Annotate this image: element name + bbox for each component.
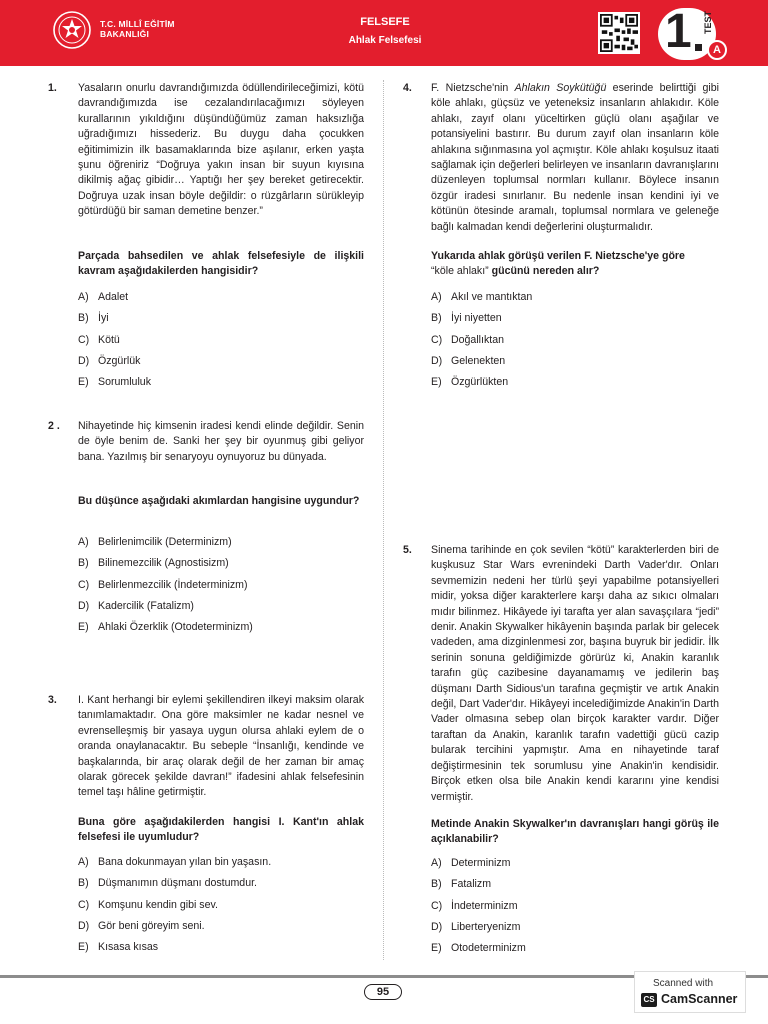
option-d[interactable] <box>78 354 151 375</box>
page-number: 95 <box>364 984 402 1000</box>
camscanner-logo-icon: CS <box>641 993 657 1007</box>
option-letter: A) <box>431 291 442 303</box>
option-list <box>431 856 526 962</box>
option-text: Kötü <box>98 333 120 346</box>
option-b[interactable] <box>78 876 271 897</box>
option-letter: A) <box>78 536 89 548</box>
question-text: I. Kant herhangi bir eylemi şekillendiren ilkeyi maksim olarak tanımlamaktadır. Ona göre maksimler ne kadar nesnel ve evrenselleşmiş bir yasaya uygun olursa ahlaki eylem de o oranda onaylanacaktır. Bu sebeple “İnsanlığı, kendinde ve başkalarında, bir araç olarak değil de her zaman bir amaç olarak görecek şekilde davran!” ifadesini ahlak felsefesinin temel taşı hâline getirmiştir. <box>78 694 364 799</box>
subject-title: FELSEFE <box>360 16 410 28</box>
option-text: Kadercilik (Fatalizm) <box>98 599 194 612</box>
option-b[interactable] <box>78 311 151 332</box>
qr-code-icon[interactable] <box>598 12 640 54</box>
option-e[interactable] <box>431 941 526 962</box>
option-b[interactable] <box>431 877 526 898</box>
option-letter: B) <box>431 878 442 891</box>
question-text-rest: eserinde belirttiği gibi köle ahlakı, güçsüz ve yeteneksiz insanların ahlakıdır. Köle ahlakı, zayıf olanı yüceltirken güçlü olanı aşağılar ve potansiyelini bastırır. Bu durum zayıf olan insanların köle ahlakına sığınmasına yol açmıştır. Köle ahlakı koşulsuz itaati sağlamak için değerleri belirleyen ve insanların davranışlarını düzenleyen toplumsal normları kullanır. Böylece insanın özgür iradesi sınırlanır. Bu nedenle insan kendini iyi ve kötünün ötesinde aramalı, toplumsal normlara ve geleneğe bağlı kalmadan kendi değerlerini oluşturmalıdır. <box>431 82 719 233</box>
question-3 <box>48 693 364 963</box>
option-a[interactable] <box>431 856 526 877</box>
option-text: Kısasa kısas <box>98 941 159 954</box>
option-text: Sorumluluk <box>98 376 151 389</box>
option-e[interactable] <box>78 940 271 961</box>
question-number: 3. <box>48 694 57 706</box>
question-stem <box>431 249 719 280</box>
booklet-letter: A <box>707 40 727 60</box>
ministry-emblem-icon <box>52 10 92 50</box>
option-letter: C) <box>431 899 443 912</box>
option-text: İyi <box>98 312 109 325</box>
ministry-line-1: T.C. MİLLÎ EĞİTİM <box>100 19 175 29</box>
question-text: Sinema tarihinde en çok sevilen “kötü” karakterlerden biri de kuşkusuz Star Wars evrenindeki Darth Vader'dır. Onları sevmemizin nedeni her türlü şeyi yapabilme potansiyelleri midir, yoksa diğer karakterlere karşı daha az sıkıcı olmaları mıdır bilinmez. Hikâyede iyi tarafta yer alan savaşçılara “jedi” denir. Anakin Skywalker hikâyenin başında parlak bir gelecek vadeden, ama dizginlenmesi zor, başına buyruk bir jedidir. İlk serinin sonuna geldiğimizde görürüz ki, Anakin karanlık tarafın güç cazibesine dayanamamış ve jedilerin baş düşmanı Darth Sidious'un tarafına geçmiştir ve artık Anakin değil, Dart Vader'dır. Hikâyeyi incelediğimizde Anakin'in Darth Vader olmasına sebep olan birçok karakter vardır. Diğer taraftan da Anakin, karanlık tarafın vadettiği gücü cazip bularak tercihini yapmıştır. Ama en nihayetinde taraf değiştirmesinin tek sorumlusu yine Anakin'in kendisidir. Birçok etken olsa bile Anakin kendi kararını yine kendisi vermiştir. <box>431 544 719 803</box>
option-letter: B) <box>78 877 89 890</box>
question-stem-part-2: gücünü nereden alır? <box>491 265 600 278</box>
question-number: 4. <box>403 82 412 94</box>
option-text: Belirlenmezcilik (İndeterminizm) <box>98 578 248 591</box>
option-e[interactable] <box>78 375 151 396</box>
option-text: Bilinemezcilik (Agnostisizm) <box>98 557 229 570</box>
option-a[interactable] <box>78 290 151 311</box>
test-number: 1 <box>665 5 692 58</box>
question-text: Yasaların onurlu davrandığımızda ödüllendirileceğimizi, kötü davrandığımızda ise cezalandırılacağımızı söyleyen kurallarının yıkıldığını düşündüğümüz zaman haksızlığa uğradığımızı hissederiz. Bu duygu daha çocukken eğitimimizin ilk basamaklarında bize aşılanır, erken yaşta şunu öğreniriz “Doğruya yakın insan bir suyun kıyısına dikilmiş ağaç gibidir… Yaptığı her şey bereket getirecektir. Doğruya uzak insan böyle değildir: o rüzgârların sürükleyip götürdüğü bir saman demetine benzer.” <box>78 82 364 218</box>
option-b[interactable] <box>431 311 532 332</box>
option-a[interactable] <box>431 290 532 311</box>
question-stem: Parçada bahsedilen ve ahlak felsefesiyle de ilişkili kavram aşağıdakilerden hangisidir? <box>78 250 364 278</box>
option-letter: C) <box>78 578 90 591</box>
question-stem: Metinde Anakin Skywalker'ın davranışları hangi görüş ile açıklanabilir? <box>431 818 719 846</box>
option-letter: D) <box>78 599 90 612</box>
option-letter: E) <box>431 376 442 389</box>
option-c[interactable] <box>78 333 151 354</box>
scanner-name: CamScanner <box>661 992 738 1006</box>
option-letter: C) <box>78 898 90 911</box>
option-text: İyi niyetten <box>451 312 502 325</box>
option-c[interactable] <box>78 578 253 599</box>
topic-title: Ahlak Felsefesi <box>348 35 422 46</box>
option-letter: C) <box>78 333 90 346</box>
test-number-dot <box>695 44 702 51</box>
option-text: Akıl ve mantıktan <box>451 291 533 303</box>
option-text: Özgürlükten <box>451 376 509 389</box>
test-label <box>703 11 713 34</box>
option-text: Determinizm <box>451 857 511 869</box>
question-stem-quote: “köle ahlakı” <box>431 265 489 278</box>
question-4 <box>403 81 719 396</box>
option-letter: A) <box>431 857 442 869</box>
question-text-intro: F. Nietzsche'nin <box>431 82 515 94</box>
question-number: 1. <box>48 82 57 94</box>
option-letter: D) <box>78 354 90 367</box>
option-list <box>78 535 253 641</box>
question-stem: Bu düşünce aşağıdaki akımlardan hangisine uygundur? <box>78 495 360 507</box>
question-1 <box>48 81 364 403</box>
option-text: Fatalizm <box>451 878 492 891</box>
option-text: Gelenekten <box>451 354 506 367</box>
option-e[interactable] <box>431 375 532 396</box>
header-bar <box>0 0 768 66</box>
option-letter: B) <box>431 312 442 325</box>
option-text: Ahlaki Özerklik (Otodeterminizm) <box>98 621 253 634</box>
option-text: Komşunu kendin gibi sev. <box>98 898 218 911</box>
option-c[interactable] <box>431 899 526 920</box>
option-text: Bana dokunmayan yılan bin yaşasın. <box>98 856 272 868</box>
question-number: 5. <box>403 544 412 556</box>
option-letter: E) <box>431 942 442 955</box>
option-text: Düşmanımın düşmanı dostumdur. <box>98 877 257 890</box>
option-letter: C) <box>431 333 443 346</box>
option-e[interactable] <box>78 620 253 641</box>
ministry-name <box>100 19 175 39</box>
option-list <box>431 290 532 396</box>
option-a[interactable] <box>78 535 253 556</box>
option-letter: A) <box>78 856 89 868</box>
option-letter: B) <box>78 557 89 570</box>
option-c[interactable] <box>431 333 532 354</box>
option-b[interactable] <box>78 556 253 577</box>
option-list <box>78 855 271 961</box>
option-text: Liberteryenizm <box>451 920 521 933</box>
test-label-text: TEST <box>703 10 713 34</box>
option-letter: E) <box>78 621 89 634</box>
question-2 <box>48 419 364 639</box>
option-letter: B) <box>78 312 89 325</box>
column-divider <box>383 80 384 960</box>
option-a[interactable] <box>78 855 271 876</box>
question-text <box>431 81 719 235</box>
option-letter: D) <box>431 354 443 367</box>
option-text: Adalet <box>98 291 129 303</box>
book-title: Ahlakın Soykütüğü <box>514 82 607 94</box>
camscanner-watermark <box>634 971 746 1013</box>
option-text: Belirlenimcilik (Determinizm) <box>98 536 232 548</box>
option-text: Doğallıktan <box>451 333 504 346</box>
option-c[interactable] <box>78 898 271 919</box>
ministry-line-2: BAKANLIĞI <box>100 29 150 39</box>
option-text: Gör beni göreyim seni. <box>98 919 205 932</box>
option-list <box>78 290 151 396</box>
option-d[interactable] <box>431 354 532 375</box>
option-d[interactable] <box>78 919 271 940</box>
option-d[interactable] <box>78 599 253 620</box>
question-stem: Buna göre aşağıdakilerden hangisi I. Kant'ın ahlak felsefesi ile uyumludur? <box>78 816 364 844</box>
option-letter: E) <box>78 941 89 954</box>
option-letter: D) <box>431 920 443 933</box>
question-5 <box>403 543 719 963</box>
option-text: İndeterminizm <box>451 899 518 912</box>
option-text: Özgürlük <box>98 354 141 367</box>
question-text: Nihayetinde hiç kimsenin iradesi kendi elinde değildir. Senin de öyle benim de. Sanki her şey bir oyunmuş gibi geliyor bana. Yazılmış bir senaryoyu oynuyoruz bu dünyada. <box>78 420 364 463</box>
option-text: Otodeterminizm <box>451 942 526 955</box>
option-d[interactable] <box>431 920 526 941</box>
option-letter: D) <box>78 919 90 932</box>
question-number: 2 . <box>48 420 60 432</box>
question-stem-part-1: Yukarıda ahlak görüşü verilen F. Nietzsche'ye göre <box>431 250 685 262</box>
scanner-caption: Scanned with <box>653 978 714 989</box>
option-letter: E) <box>78 376 89 389</box>
option-letter: A) <box>78 291 89 303</box>
